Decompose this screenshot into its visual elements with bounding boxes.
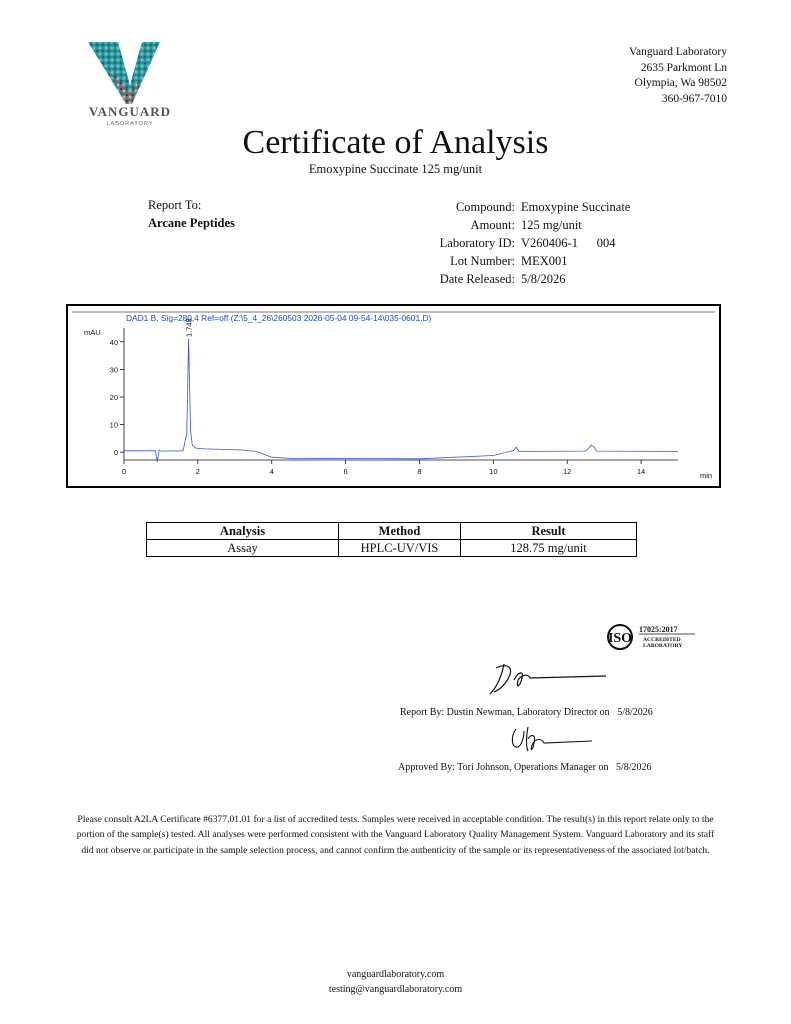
cell-analysis: Assay bbox=[147, 540, 339, 557]
signature-newman bbox=[484, 660, 614, 700]
report-by-text: Report By: Dustin Newman, Laboratory Director on bbox=[400, 707, 610, 718]
iso-line2: LABORATORY bbox=[643, 643, 683, 649]
email-link[interactable]: testing@vanguardlaboratory.com bbox=[328, 984, 463, 995]
results-header-row bbox=[147, 523, 637, 540]
results-table bbox=[146, 522, 637, 557]
x-tick-label: 4 bbox=[269, 467, 274, 476]
amount-label: Amount: bbox=[470, 218, 515, 232]
iso-standard: 17025:2017 bbox=[639, 625, 678, 634]
y-tick-label: 30 bbox=[109, 365, 118, 375]
x-tick-label: 0 bbox=[121, 467, 127, 476]
x-tick-label: 2 bbox=[195, 467, 200, 476]
vanguard-logo bbox=[80, 40, 180, 130]
sample-info bbox=[0, 198, 791, 290]
page-title: Certificate of Analysis bbox=[242, 124, 549, 161]
lab-name: Vanguard Laboratory bbox=[628, 46, 727, 58]
approved-by-text: Approved By: Tori Johnson, Operations Manager on bbox=[398, 762, 609, 773]
chart-axes bbox=[110, 328, 678, 476]
chromatogram bbox=[66, 304, 721, 488]
compound-value: Emoxypine Succinate bbox=[521, 200, 631, 214]
lot-number-label: Lot Number: bbox=[450, 254, 515, 268]
iso-line1: ACCREDITED bbox=[643, 637, 681, 643]
cell-method: HPLC-UV/VIS bbox=[339, 540, 461, 557]
compound-label: Compound: bbox=[455, 200, 515, 214]
y-axis-label: mAU bbox=[84, 328, 101, 337]
chart-series bbox=[124, 318, 678, 462]
header-analysis: Analysis bbox=[147, 523, 339, 540]
lab-id-value: V260406-1 004 bbox=[521, 236, 616, 250]
header-method: Method bbox=[339, 523, 461, 540]
logo-word: VANGUARD bbox=[88, 104, 172, 119]
x-tick-label: 6 bbox=[343, 467, 348, 476]
lab-street: 2635 Parkmont Ln bbox=[640, 61, 727, 74]
lab-address bbox=[629, 45, 727, 107]
y-tick-label: 0 bbox=[113, 448, 118, 458]
website-link[interactable]: vanguardlaboratory.com bbox=[346, 969, 445, 980]
date-released-label: Date Released: bbox=[439, 272, 515, 286]
y-tick-label: 20 bbox=[109, 393, 118, 402]
table-row bbox=[147, 540, 637, 557]
report-to-label: Report To: bbox=[148, 198, 202, 212]
approved-by-date: 5/8/2026 bbox=[615, 762, 652, 773]
lot-number-value: MEX001 bbox=[521, 254, 568, 268]
page-subtitle: Emoxypine Succinate 125 mg/unit bbox=[308, 162, 483, 176]
chromatogram-svg bbox=[68, 306, 719, 486]
report-to-client: Arcane Peptides bbox=[148, 216, 235, 230]
x-axis-label: min bbox=[700, 471, 713, 480]
date-released-value: 5/8/2026 bbox=[521, 272, 566, 286]
approved-by-line bbox=[398, 762, 652, 773]
report-by-date: 5/8/2026 bbox=[617, 707, 653, 718]
logo-sub: LABORATORY bbox=[106, 121, 154, 127]
x-tick-label: 12 bbox=[563, 467, 572, 476]
peak-label: 1.748 bbox=[184, 318, 194, 338]
cell-result: 128.75 mg/unit bbox=[461, 540, 637, 557]
header-result: Result bbox=[461, 523, 637, 540]
amount-value: 125 mg/unit bbox=[521, 218, 582, 232]
y-tick-label: 40 bbox=[109, 337, 118, 347]
iso-accreditation-badge bbox=[601, 622, 701, 652]
y-tick-label: 10 bbox=[109, 420, 118, 430]
report-by-line bbox=[400, 707, 653, 718]
chart-title: DAD1 B, Sig=280,4 Ref=off (Z:\5_4_26\260503 2026-05-04 09-54-14\035-0601.D) bbox=[126, 313, 432, 323]
contact-info bbox=[0, 967, 791, 997]
x-tick-label: 8 bbox=[417, 467, 422, 476]
x-tick-label: 10 bbox=[489, 467, 498, 476]
iso-mark: ISO bbox=[607, 631, 633, 646]
lab-city: Olympia, Wa 98502 bbox=[634, 77, 727, 90]
lab-phone: 360-967-7010 bbox=[661, 92, 727, 105]
lab-id-label: Laboratory ID: bbox=[439, 236, 515, 250]
chromatogram-trace bbox=[124, 339, 678, 462]
disclaimer: Please consult A2LA Certificate #6377.01.01 for a list of accredited tests. Samples were received in acceptable condition. The result(s) in this report relate only to the portion of the sample(s) tested. All analyses were performed consistent with the Vanguard Laboratory Quality Management System. Vanguard Laboratory and its staff did not observe or participate in the sample selection process, and cannot confirm the authenticity of the sample or its representativeness of the associated lot/batch. bbox=[76, 814, 715, 856]
x-tick-label: 14 bbox=[636, 467, 646, 476]
signature-johnson bbox=[508, 723, 598, 755]
